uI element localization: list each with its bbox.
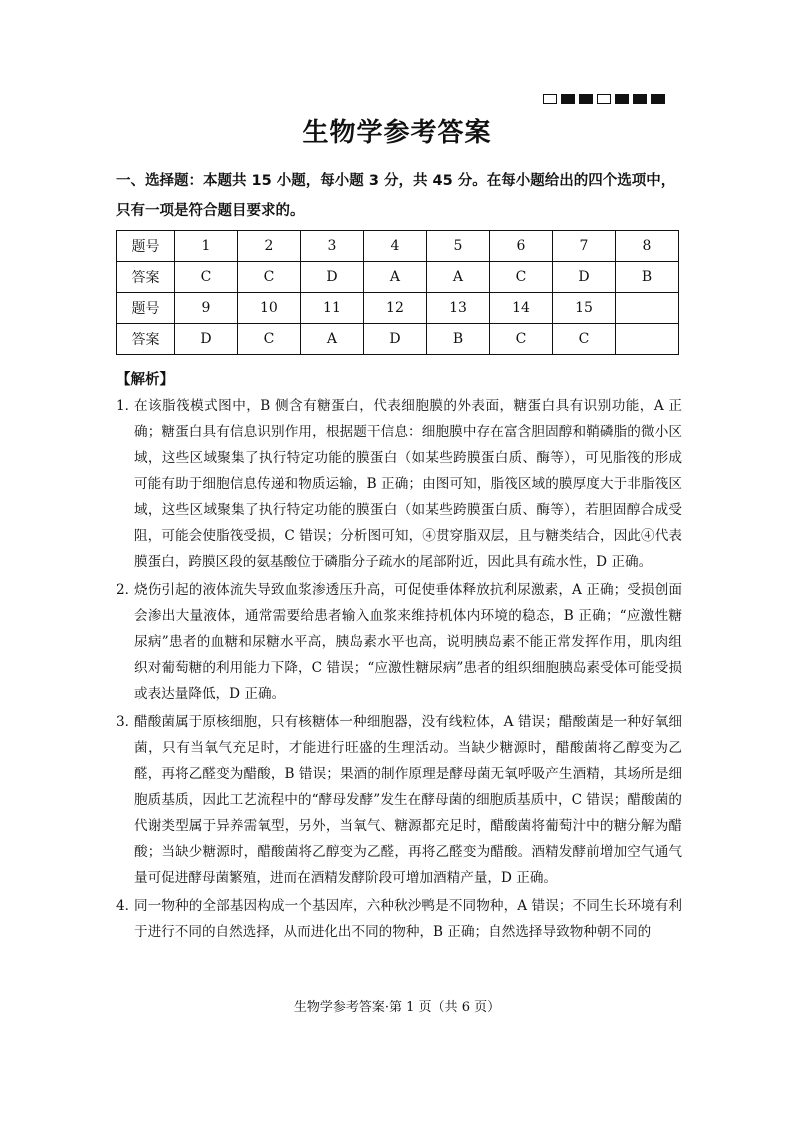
table-cell (616, 293, 679, 324)
table-cell: 11 (300, 293, 363, 324)
table-cell: C (175, 262, 238, 293)
header-mark-1 (543, 94, 557, 104)
table-cell: 4 (363, 231, 426, 262)
table-row (117, 262, 679, 293)
analysis-heading: 【解析】 (116, 372, 174, 388)
table-cell: A (426, 262, 489, 293)
table-row (117, 324, 679, 355)
table-cell: D (553, 262, 616, 293)
header-mark-6 (633, 94, 647, 104)
table-cell: C (553, 324, 616, 355)
table-cell: 6 (489, 231, 552, 262)
table-cell: 2 (237, 231, 300, 262)
item-text: 烧伤引起的液体流失导致血浆渗透压升高，可促使垂体释放抗利尿激素，A 正确；受损创面会渗出大量液体，通常需要给患者输入血浆来维持机体内环境的稳态，B 正确；“应激性糖尿病”患者的血糖和尿糖水平高，胰岛素水平也高，说明胰岛素不能正常发挥作用，肌肉组织对葡萄糖的利用能力下降，C 错误；“应激性糖尿病”患者的组织细胞胰岛素受体可能受损或表达量降低，D 正确。 (134, 582, 682, 702)
header-mark-7 (651, 94, 665, 104)
table-cell: C (489, 324, 552, 355)
item-number: 1． (116, 398, 139, 414)
table-cell: C (237, 262, 300, 293)
row-header-cell: 答案 (117, 324, 175, 355)
table-cell: A (363, 262, 426, 293)
table-cell: 8 (616, 231, 679, 262)
row-header-cell: 题号 (117, 293, 175, 324)
table-cell: 7 (553, 231, 616, 262)
header-mark-4 (597, 94, 611, 104)
analysis-item (116, 893, 682, 945)
item-text: 同一物种的全部基因构成一个基因库，六种秋沙鸭是不同物种，A 错误；不同生长环境有利于进行不同的自然选择，从而进化出不同的物种，B 正确；自然选择导致物种朝不同的 (134, 898, 682, 940)
table-cell: A (300, 324, 363, 355)
table-cell: D (175, 324, 238, 355)
table-cell: 10 (237, 293, 300, 324)
item-text: 在该脂筏模式图中，B 侧含有糖蛋白，代表细胞膜的外表面，糖蛋白具有识别功能，A 正确；糖蛋白具有信息识别作用，根据题干信息：细胞膜中存在富含胆固醇和鞘磷脂的微小区域，这些区域聚集了执行特定功能的膜蛋白（如某些跨膜蛋白质、酶等），可见脂筏的形成可能有助于细胞信息传递和物质运输，B 正确；由图可知，脂筏区域的膜厚度大于非脂筏区域，这些区域聚集了执行特定功能的膜蛋白（如某些跨膜蛋白质、酶等），若胆固醇合成受阻，可能会使脂筏受损，C 错误；分析图可知，④贯穿脂双层，且与糖类结合，因此④代表膜蛋白，跨膜区段的氨基酸位于磷脂分子疏水的尾部附近，因此具有疏水性，D 正确。 (134, 398, 682, 570)
header-marks (543, 94, 665, 104)
item-number: 4． (116, 898, 139, 914)
table-cell: 13 (426, 293, 489, 324)
analysis-item (116, 709, 682, 891)
table-cell: 9 (175, 293, 238, 324)
table-cell: C (489, 262, 552, 293)
table-cell: 14 (489, 293, 552, 324)
header-mark-3 (579, 94, 593, 104)
table-cell: D (300, 262, 363, 293)
header-mark-5 (615, 94, 629, 104)
table-cell: 3 (300, 231, 363, 262)
table-cell: 12 (363, 293, 426, 324)
analysis-item (116, 577, 682, 707)
table-cell: C (237, 324, 300, 355)
table-cell: 5 (426, 231, 489, 262)
page-footer: 生物学参考答案·第 1 页（共 6 页） (293, 1000, 501, 1015)
table-cell: B (616, 262, 679, 293)
header-mark-2 (561, 94, 575, 104)
table-cell (616, 324, 679, 355)
page-title: 生物学参考答案 (302, 118, 492, 148)
item-text: 醋酸菌属于原核细胞，只有核糖体一种细胞器，没有线粒体，A 错误；醋酸菌是一种好氧细菌，只有当氧气充足时，才能进行旺盛的生理活动。当缺少糖源时，醋酸菌将乙醇变为乙醛，再将乙醛变为醋酸，B 错误；果酒的制作原理是酵母菌无氧呼吸产生酒精，其场所是细胞质基质，因此工艺流程中的“酵母发酵”发生在酵母菌的细胞质基质中，C 错误；醋酸菌的代谢类型属于异养需氧型，另外，当氧气、糖源都充足时，醋酸菌将葡萄汁中的糖分解为醋酸；当缺少糖源时，醋酸菌将乙醇变为乙醛，再将乙醛变为醋酸。酒精发酵前增加空气通气量可促进酵母菌繁殖，进而在酒精发酵阶段可增加酒精产量，D 正确。 (134, 714, 682, 886)
table-row (117, 293, 679, 324)
item-number: 2． (116, 582, 139, 598)
table-cell: 15 (553, 293, 616, 324)
item-number: 3． (116, 714, 139, 730)
analysis-item (116, 393, 682, 575)
answer-table (116, 230, 679, 355)
table-cell: 1 (175, 231, 238, 262)
table-row (117, 231, 679, 262)
analysis-list (116, 393, 682, 947)
table-cell: B (426, 324, 489, 355)
table-cell: D (363, 324, 426, 355)
section-heading: 一、选择题：本题共 15 小题，每小题 3 分，共 45 分。在每小题给出的四个选项中，只有一项是符合题目要求的。 (116, 173, 676, 219)
row-header-cell: 题号 (117, 231, 175, 262)
row-header-cell: 答案 (117, 262, 175, 293)
